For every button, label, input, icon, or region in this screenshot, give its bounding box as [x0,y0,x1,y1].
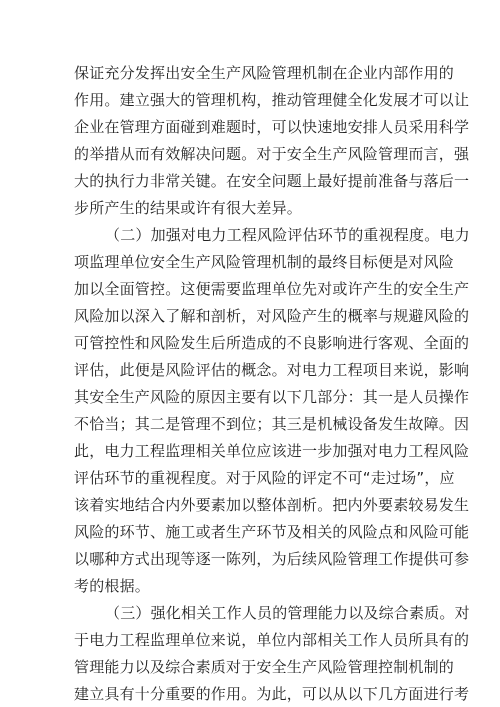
text-line: 风险加以深入了解和剖析，对风险产生的概率与规避风险的 [74,307,470,325]
text-line: 考的根据。 [74,577,151,595]
text-line: 此，电力工程监理相关单位应该进一步加强对电力工程风险 [74,442,470,460]
text-line: （二）加强对电力工程风险评估环节的重视程度。电力 [105,226,470,244]
text-line: 可管控性和风险发生后所造成的不良影响进行客观、全面的 [74,334,470,352]
text-line: 管理能力以及综合素质对于安全生产风险管理控制机制的 [74,658,455,676]
text-line: 步所产生的结果或许有很大差异。 [74,199,303,217]
text-line: 不恰当；其二是管理不到位；其三是机械设备发生故障。因 [74,415,470,433]
text-line: 的举措从而有效解决问题。对于安全生产风险管理而言，强 [74,145,470,163]
text-line: 建立具有十分重要的作用。为此，可以从以下几方面进行考 [74,685,470,703]
text-line: 以哪种方式出现等逐一陈列，为后续风险管理工作提供可参 [74,550,470,568]
text-line: 保证充分发挥出安全生产风险管理机制在企业内部作用的 [74,64,455,82]
text-line: 加以全面管控。这便需要监理单位先对或许产生的安全生产 [74,280,470,298]
text-line: 评估环节的重视程度。对于风险的评定不可“走过场”，应 [74,469,455,487]
text-line: 项监理单位安全生产风险管理机制的最终目标便是对风险 [74,253,455,271]
text-line: 风险的环节、施工或者生产环节及相关的风险点和风险可能 [74,523,470,541]
text-line: 该着实地结合内外要素加以整体剖析。把内外要素较易发生 [74,496,470,514]
text-line: 于电力工程监理单位来说，单位内部相关工作人员所具有的 [74,631,470,649]
text-line: （三）强化相关工作人员的管理能力以及综合素质。对 [105,604,470,622]
text-line: 其安全生产风险的原因主要有以下几部分：其一是人员操作 [74,388,470,406]
text-line: 企业在管理方面碰到难题时，可以快速地安排人员采用科学 [74,118,470,136]
text-line: 作用。建立强大的管理机构，推动管理健全化发展才可以让 [74,91,470,109]
text-line: 大的执行力非常关键。在安全问题上最好提前准备与落后一 [74,172,470,190]
text-line: 评估，此便是风险评估的概念。对电力工程项目来说，影响 [74,361,470,379]
